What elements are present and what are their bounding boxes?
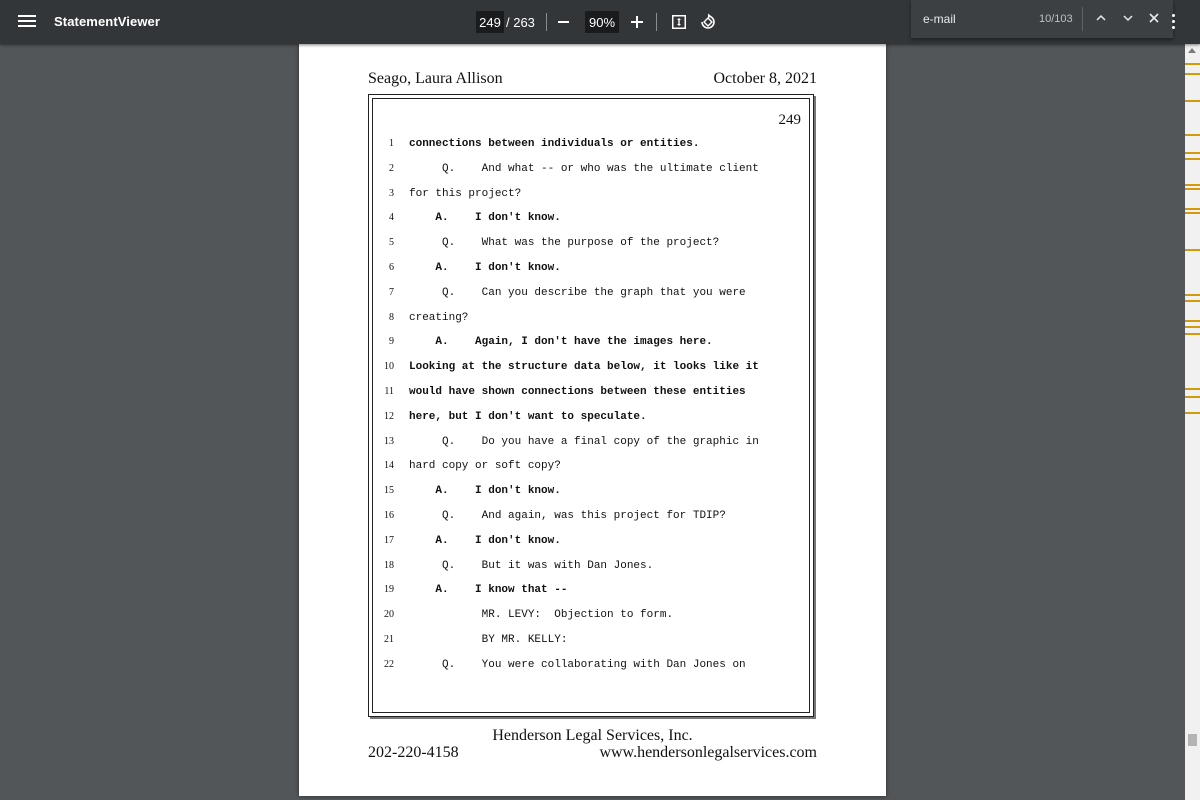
line-text: A. I don't know. <box>409 261 561 274</box>
more-vert-icon[interactable] <box>1172 14 1176 30</box>
transcript-line <box>373 334 809 359</box>
line-text: would have shown connections between these entities <box>409 385 746 398</box>
line-number: 6 <box>389 261 394 273</box>
toolbar-divider <box>656 13 657 31</box>
find-result-marker <box>1185 300 1200 302</box>
line-number: 4 <box>389 212 394 224</box>
find-result-marker <box>1185 208 1200 210</box>
find-result-marker <box>1185 326 1200 328</box>
transcript-line <box>373 384 809 409</box>
line-number: 12 <box>384 410 394 422</box>
find-match-count: 10/103 <box>1039 13 1073 25</box>
transcript-line <box>373 285 809 310</box>
transcript-line <box>373 434 809 459</box>
line-text: Q. And what -- or who was the ultimate client <box>409 162 759 175</box>
find-result-marker <box>1185 158 1200 160</box>
header-date: October 8, 2021 <box>713 70 817 87</box>
transcript-line <box>373 558 809 583</box>
find-result-marker <box>1185 412 1200 414</box>
line-number: 16 <box>384 509 394 521</box>
transcript-line <box>373 458 809 483</box>
scrollbar-thumb[interactable] <box>1188 734 1197 746</box>
vertical-scrollbar[interactable] <box>1185 44 1200 800</box>
line-number: 14 <box>384 460 394 472</box>
transcript-line <box>373 409 809 434</box>
chevron-down-icon[interactable] <box>1121 11 1135 25</box>
rotate-icon[interactable] <box>699 13 717 31</box>
line-text: for this project? <box>409 187 522 200</box>
find-result-marker <box>1185 212 1200 214</box>
page-number-input[interactable] <box>476 11 504 33</box>
line-text: BY MR. KELLY: <box>409 633 568 646</box>
transcript-frame <box>368 94 814 717</box>
find-result-marker <box>1185 249 1200 251</box>
transcript-line <box>373 483 809 508</box>
line-text: creating? <box>409 311 469 324</box>
page-total: / 263 <box>506 15 535 30</box>
find-result-marker <box>1185 152 1200 154</box>
find-result-marker <box>1185 188 1200 190</box>
transcript-line <box>373 657 809 682</box>
transcript-line <box>373 508 809 533</box>
transcript-line <box>373 235 809 260</box>
line-number: 18 <box>384 559 394 571</box>
scroll-up-icon[interactable] <box>1188 48 1196 53</box>
transcript-line <box>373 310 809 335</box>
line-number: 20 <box>384 609 394 621</box>
line-number: 10 <box>384 361 394 373</box>
line-number: 15 <box>384 485 394 497</box>
line-text: A. I don't know. <box>409 485 561 498</box>
line-number: 13 <box>384 435 394 447</box>
line-text: connections between individuals or entities. <box>409 138 700 150</box>
transcript-line <box>373 210 809 235</box>
transcript-line <box>373 582 809 607</box>
find-input[interactable] <box>923 9 1033 29</box>
document-page <box>299 44 886 796</box>
line-number: 17 <box>384 534 394 546</box>
line-number: 19 <box>384 584 394 596</box>
footer-website: www.hendersonlegalservices.com <box>599 744 817 761</box>
transcript-lines <box>373 136 809 682</box>
line-text: Q. Can you describe the graph that you were <box>409 286 746 299</box>
zoom-out-icon[interactable] <box>558 21 569 23</box>
find-result-marker <box>1185 63 1200 65</box>
find-result-marker <box>1185 100 1200 102</box>
menu-icon[interactable] <box>18 13 36 31</box>
find-result-marker <box>1185 73 1200 75</box>
line-text: A. Again, I don't have the images here. <box>409 336 713 349</box>
footer-phone: 202-220-4158 <box>368 744 459 761</box>
transcript-line <box>373 161 809 186</box>
line-text: Q. You were collaborating with Dan Jones on <box>409 658 746 671</box>
line-text: MR. LEVY: Objection to form. <box>409 609 674 622</box>
line-text: Q. But it was with Dan Jones. <box>409 559 654 572</box>
line-number: 2 <box>389 162 394 174</box>
transcript-line <box>373 359 809 384</box>
line-text: A. I don't know. <box>409 534 561 547</box>
transcript-line <box>373 533 809 558</box>
find-result-marker <box>1185 396 1200 398</box>
find-result-marker <box>1185 320 1200 322</box>
find-result-marker <box>1185 294 1200 296</box>
app-title: StatementViewer <box>54 14 161 29</box>
line-number: 3 <box>389 187 394 199</box>
line-text: Q. Do you have a final copy of the graphic in <box>409 435 759 448</box>
transcript-line <box>373 607 809 632</box>
find-divider <box>1082 7 1083 31</box>
line-number: 5 <box>389 237 394 249</box>
line-text: here, but I don't want to speculate. <box>409 410 647 423</box>
transcript-frame-inner <box>372 98 810 713</box>
chevron-up-icon[interactable] <box>1094 11 1108 25</box>
zoom-level-input[interactable] <box>585 11 619 33</box>
transcript-line <box>373 186 809 211</box>
line-number: 9 <box>389 336 394 348</box>
line-number: 21 <box>384 633 394 645</box>
find-result-marker <box>1185 184 1200 186</box>
line-text: Q. And again, was this project for TDIP? <box>409 509 726 522</box>
transcript-line <box>373 260 809 285</box>
line-number: 22 <box>384 658 394 670</box>
toolbar-divider <box>546 13 547 31</box>
line-number: 8 <box>389 311 394 323</box>
line-text: A. I know that -- <box>409 584 568 597</box>
line-number: 7 <box>389 286 394 298</box>
line-text: A. I don't know. <box>409 212 561 225</box>
line-text: hard copy or soft copy? <box>409 460 561 473</box>
find-result-marker <box>1185 333 1200 335</box>
header-deponent-name: Seago, Laura Allison <box>368 70 503 87</box>
line-number: 1 <box>389 138 394 149</box>
line-text: Q. What was the purpose of the project? <box>409 237 720 250</box>
footer-company: Henderson Legal Services, Inc. <box>492 727 693 744</box>
transcript-page-number: 249 <box>778 112 801 128</box>
transcript-line <box>373 136 809 161</box>
fit-to-page-icon[interactable] <box>672 15 686 29</box>
transcript-line <box>373 632 809 657</box>
find-result-marker <box>1185 134 1200 136</box>
find-result-marker <box>1185 388 1200 390</box>
line-number: 11 <box>384 385 394 397</box>
line-text: Looking at the structure data below, it looks like it <box>409 361 759 374</box>
find-bar <box>911 0 1173 38</box>
zoom-in-icon[interactable] <box>631 16 643 28</box>
close-icon[interactable] <box>1147 11 1161 25</box>
